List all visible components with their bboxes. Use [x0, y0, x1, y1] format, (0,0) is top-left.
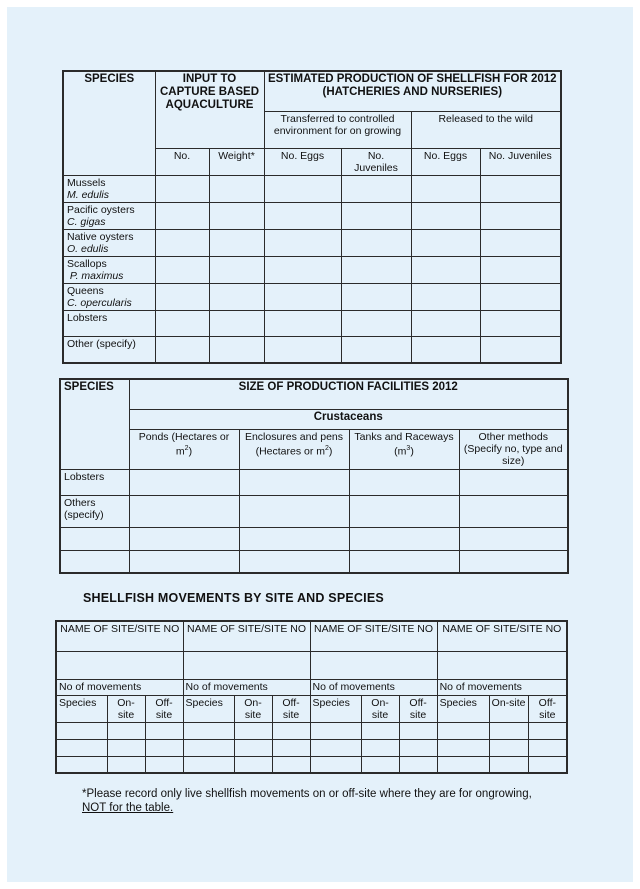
input-cell[interactable] — [459, 469, 568, 495]
table-row — [60, 469, 568, 495]
col-species: Species — [56, 695, 107, 722]
col-offsite: Off-site — [399, 695, 437, 722]
input-cell[interactable] — [341, 283, 411, 310]
input-cell[interactable] — [459, 495, 568, 527]
input-cell[interactable] — [480, 175, 561, 202]
input-cell[interactable] — [528, 722, 567, 739]
site-header: NAME OF SITE/SITE NO — [56, 621, 183, 651]
input-cell[interactable] — [399, 756, 437, 773]
species-cell: Others (specify) — [60, 495, 129, 527]
col-eggs-transferred: No. Eggs — [264, 148, 341, 175]
input-cell[interactable] — [209, 229, 264, 256]
col-offsite: Off-site — [528, 695, 567, 722]
table-row — [56, 739, 567, 756]
input-cell[interactable] — [145, 739, 183, 756]
species-cell — [60, 550, 129, 573]
col-juveniles-released: No. Juveniles — [480, 148, 561, 175]
col-offsite: Off-site — [272, 695, 310, 722]
input-cell[interactable] — [272, 722, 310, 739]
table-row — [63, 175, 561, 202]
table-row — [60, 527, 568, 550]
site-name-input[interactable] — [310, 651, 437, 679]
input-cell[interactable] — [349, 550, 459, 573]
table-row — [60, 495, 568, 527]
production-header: ESTIMATED PRODUCTION OF SHELLFISH FOR 2012 (HATCHERIES AND NURSERIES) — [264, 71, 561, 111]
input-cell[interactable] — [234, 722, 272, 739]
input-cell[interactable] — [183, 739, 234, 756]
col-tanks: Tanks and Raceways $(m^3)$ — [349, 429, 459, 469]
input-cell[interactable] — [480, 229, 561, 256]
input-cell[interactable] — [239, 469, 349, 495]
col-species: Species — [310, 695, 361, 722]
input-cell[interactable] — [489, 722, 528, 739]
species-cell: Native oysters O. edulis — [63, 229, 155, 256]
table-row — [60, 550, 568, 573]
input-cell[interactable] — [341, 336, 411, 363]
footnote-text: *Please record only live shellfish movements on or off-site where they are for ongrowing, — [82, 788, 532, 800]
site-name-input[interactable] — [183, 651, 310, 679]
input-cell[interactable] — [209, 175, 264, 202]
input-cell[interactable] — [264, 256, 341, 283]
input-cell[interactable] — [480, 256, 561, 283]
input-cell[interactable] — [341, 202, 411, 229]
species-cell: Scallops P. maximus — [63, 256, 155, 283]
species-cell: Lobsters — [60, 469, 129, 495]
site-name-input[interactable] — [437, 651, 567, 679]
col-weight: Weight* — [209, 148, 264, 175]
input-cell[interactable] — [129, 469, 239, 495]
table-row — [63, 202, 561, 229]
species-cell: Lobsters — [63, 310, 155, 336]
input-cell[interactable] — [272, 756, 310, 773]
col-ponds: Ponds (Hectares or $m^2$) — [129, 429, 239, 469]
table-row — [56, 756, 567, 773]
col-eggs-released: No. Eggs — [411, 148, 480, 175]
input-cell[interactable] — [459, 527, 568, 550]
site-name-input[interactable] — [56, 651, 183, 679]
input-cell[interactable] — [341, 310, 411, 336]
input-cell[interactable] — [272, 739, 310, 756]
input-cell[interactable] — [349, 495, 459, 527]
input-cell[interactable] — [107, 739, 145, 756]
input-cell[interactable] — [209, 256, 264, 283]
input-cell[interactable] — [239, 550, 349, 573]
input-cell[interactable] — [264, 336, 341, 363]
input-cell[interactable] — [361, 739, 399, 756]
input-cell[interactable] — [155, 256, 209, 283]
production-facilities-table — [59, 378, 569, 574]
col-enclosures: Enclosures and pens (Hectares or $m^2$) — [239, 429, 349, 469]
input-cell[interactable] — [437, 722, 489, 739]
input-cell[interactable] — [411, 175, 480, 202]
input-capture-header: INPUT TO CAPTURE BASED AQUACULTURE — [155, 71, 264, 148]
facilities-title: SIZE OF PRODUCTION FACILITIES 2012 — [129, 379, 568, 409]
input-cell[interactable] — [437, 739, 489, 756]
species-cell: Mussels M. edulis — [63, 175, 155, 202]
site-header: NAME OF SITE/SITE NO — [183, 621, 310, 651]
movements-label: No of movements — [56, 679, 183, 695]
input-cell[interactable] — [209, 283, 264, 310]
input-cell[interactable] — [349, 469, 459, 495]
input-cell[interactable] — [399, 739, 437, 756]
input-cell[interactable] — [528, 756, 567, 773]
input-cell[interactable] — [264, 310, 341, 336]
input-cell[interactable] — [129, 550, 239, 573]
input-cell[interactable] — [480, 283, 561, 310]
col-onsite: On-site — [234, 695, 272, 722]
input-cell[interactable] — [341, 229, 411, 256]
table-row — [63, 310, 561, 336]
input-cell[interactable] — [310, 756, 361, 773]
input-cell[interactable] — [480, 336, 561, 363]
col-offsite: Off-site — [145, 695, 183, 722]
input-cell[interactable] — [489, 756, 528, 773]
input-cell[interactable] — [145, 756, 183, 773]
input-cell[interactable] — [411, 256, 480, 283]
crustaceans-header: Crustaceans — [129, 409, 568, 429]
transferred-header: Transferred to controlled environment for on growing — [264, 111, 411, 148]
input-cell[interactable] — [489, 739, 528, 756]
input-cell[interactable] — [183, 756, 234, 773]
input-cell[interactable] — [155, 229, 209, 256]
input-cell[interactable] — [361, 722, 399, 739]
species-header: SPECIES — [60, 379, 129, 469]
footnote — [82, 787, 582, 815]
input-cell[interactable] — [480, 310, 561, 336]
species-cell — [60, 527, 129, 550]
footnote-underlined: NOT for the table. — [82, 802, 174, 814]
input-cell[interactable] — [411, 336, 480, 363]
input-cell[interactable] — [56, 722, 107, 739]
col-onsite: On-site — [489, 695, 528, 722]
input-cell[interactable] — [264, 175, 341, 202]
input-cell[interactable] — [129, 495, 239, 527]
input-cell[interactable] — [183, 722, 234, 739]
input-cell[interactable] — [107, 722, 145, 739]
col-no: No. — [155, 148, 209, 175]
col-juveniles-transferred: No. Juveniles — [341, 148, 411, 175]
input-cell[interactable] — [209, 310, 264, 336]
input-cell[interactable] — [155, 310, 209, 336]
input-cell[interactable] — [411, 229, 480, 256]
input-cell[interactable] — [155, 283, 209, 310]
input-cell[interactable] — [155, 202, 209, 229]
table-row — [56, 722, 567, 739]
input-cell[interactable] — [155, 336, 209, 363]
species-cell: Queens C. opercularis — [63, 283, 155, 310]
movements-label: No of movements — [437, 679, 567, 695]
input-cell[interactable] — [239, 527, 349, 550]
input-cell[interactable] — [341, 175, 411, 202]
input-cell[interactable] — [310, 722, 361, 739]
col-other-methods: Other methods (Specify no, type and size) — [459, 429, 568, 469]
released-header: Released to the wild — [411, 111, 561, 148]
input-cell[interactable] — [361, 756, 399, 773]
input-cell[interactable] — [56, 739, 107, 756]
table-row — [63, 256, 561, 283]
col-species: Species — [437, 695, 489, 722]
species-cell: Other (specify) — [63, 336, 155, 363]
input-cell[interactable] — [411, 310, 480, 336]
input-cell[interactable] — [155, 175, 209, 202]
species-header: SPECIES — [63, 71, 155, 175]
input-cell[interactable] — [411, 283, 480, 310]
input-cell[interactable] — [209, 336, 264, 363]
input-cell[interactable] — [411, 202, 480, 229]
input-cell[interactable] — [145, 722, 183, 739]
input-cell[interactable] — [528, 739, 567, 756]
species-cell: Pacific oysters C. gigas — [63, 202, 155, 229]
table-row — [63, 229, 561, 256]
input-cell[interactable] — [480, 202, 561, 229]
input-cell[interactable] — [239, 495, 349, 527]
input-cell[interactable] — [209, 202, 264, 229]
col-species: Species — [183, 695, 234, 722]
table-row — [63, 336, 561, 363]
col-onsite: On-site — [361, 695, 399, 722]
input-cell[interactable] — [399, 722, 437, 739]
input-cell[interactable] — [264, 283, 341, 310]
col-onsite: On-site — [107, 695, 145, 722]
input-cell[interactable] — [56, 756, 107, 773]
input-cell[interactable] — [459, 550, 568, 573]
input-cell[interactable] — [264, 202, 341, 229]
input-cell[interactable] — [349, 527, 459, 550]
input-cell[interactable] — [264, 229, 341, 256]
shellfish-movements-table — [55, 620, 568, 774]
input-cell[interactable] — [129, 527, 239, 550]
input-cell[interactable] — [234, 739, 272, 756]
site-header: NAME OF SITE/SITE NO — [437, 621, 567, 651]
table-row — [63, 283, 561, 310]
site-header: NAME OF SITE/SITE NO — [310, 621, 437, 651]
movements-label: No of movements — [310, 679, 437, 695]
input-cell[interactable] — [234, 756, 272, 773]
input-cell[interactable] — [107, 756, 145, 773]
shellfish-production-table — [62, 70, 562, 364]
input-cell[interactable] — [437, 756, 489, 773]
movements-label: No of movements — [183, 679, 310, 695]
input-cell[interactable] — [310, 739, 361, 756]
input-cell[interactable] — [341, 256, 411, 283]
movements-title: SHELLFISH MOVEMENTS BY SITE AND SPECIES — [83, 591, 384, 605]
